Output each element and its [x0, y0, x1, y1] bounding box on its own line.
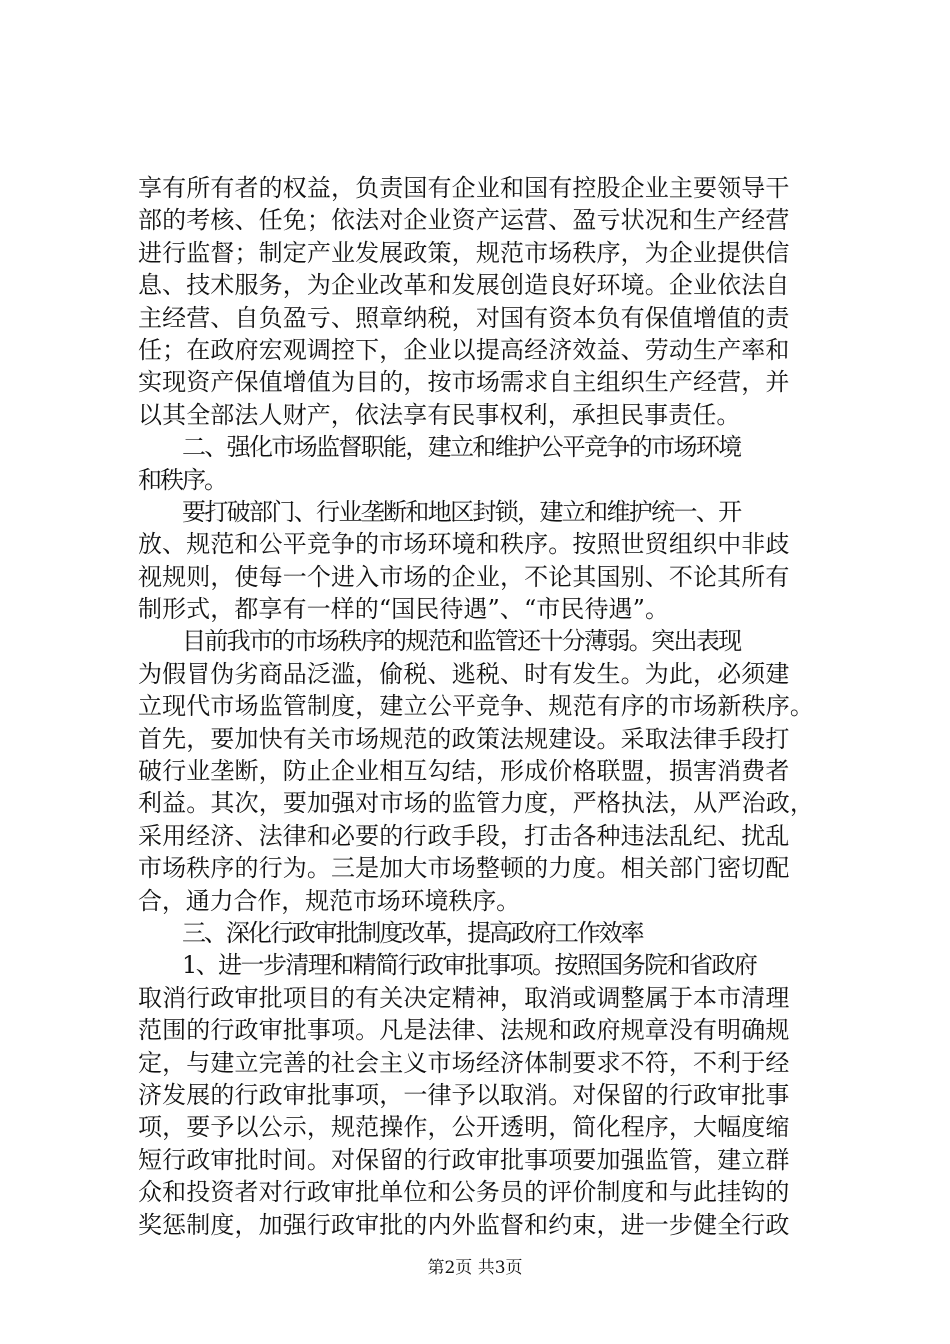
text-line: 短行政审批时间。对保留的行政审批事项要加强监管，建立群 [138, 1145, 790, 1174]
text-line: 立现代市场监管制度，建立公平竞争、规范有序的市场新秩序。 [138, 692, 814, 721]
text-line: 和秩序。 [138, 465, 226, 494]
text-line: 享有所有者的权益，负责国有企业和国有控股企业主要领导干 [138, 174, 790, 202]
page-footer: 第2页 共3页 [427, 1258, 523, 1278]
text-line: 合，通力合作，规范市场环境秩序。 [138, 886, 520, 915]
text-line: 众和投资者对行政审批单位和公务员的评价制度和与此挂钩的 [138, 1178, 790, 1207]
text-line: 息、技术服务，为企业改革和发展创造良好环境。企业依法自 [138, 271, 790, 300]
text-line: 范围的行政审批事项。凡是法律、法规和政府规章没有明确规 [138, 1016, 790, 1045]
text-line: 济发展的行政审批事项，一律予以取消。对保留的行政审批事 [138, 1080, 790, 1109]
text-line: 视规则，使每一个进入市场的企业，不论其国别、不论其所有 [138, 562, 790, 591]
text-line: 项，要予以公示，规范操作，公开透明，简化程序，大幅度缩 [138, 1113, 790, 1142]
text-line: 为假冒伪劣商品泛滥，偷税、逃税、时有发生。为此，必须建 [138, 659, 790, 688]
text-line: 首先，要加快有关市场规范的政策法规建设。采取法律手段打 [138, 724, 790, 753]
text-line: 要打破部门、行业垄断和地区封锁，建立和维护统一、开 [182, 497, 741, 526]
text-line: 二、强化市场监督职能，建立和维护公平竞争的市场环境 [182, 433, 741, 462]
text-line: 目前我市的市场秩序的规范和监管还十分薄弱。突出表现 [182, 627, 741, 656]
text-line: 进行监督；制定产业发展政策，规范市场秩序，为企业提供信 [138, 238, 790, 267]
text-line: 破行业垄断，防止企业相互勾结，形成价格联盟，损害消费者 [138, 757, 790, 786]
text-line: 放、规范和公平竞争的市场环境和秩序。按照世贸组织中非歧 [138, 530, 790, 559]
text-line: 1、进一步清理和精简行政审批事项。按照国务院和省政府 [182, 951, 757, 980]
text-line: 采用经济、法律和必要的行政手段，打击各种违法乱纪、扰乱 [138, 821, 790, 850]
text-line: 主经营、自负盈亏、照章纳税，对国有资本负有保值增值的责 [138, 303, 790, 332]
text-line: 定，与建立完善的社会主义市场经济体制要求不符，不利于经 [138, 1048, 790, 1077]
text-line: 三、深化行政审批制度改革，提高政府工作效率 [182, 918, 643, 947]
text-line: 利益。其次，要加强对市场的监管力度，严格执法，从严治政， [138, 789, 814, 818]
document-body [138, 172, 838, 1241]
text-line: 奖惩制度，加强行政审批的内外监督和约束，进一步健全行政 [138, 1210, 790, 1239]
text-line: 取消行政审批项目的有关决定精神，取消或调整属于本市清理 [138, 983, 790, 1012]
text-line: 部的考核、任免；依法对企业资产运营、盈亏状况和生产经营 [138, 206, 790, 235]
text-line: 市场秩序的行为。三是加大市场整顿的力度。相关部门密切配 [138, 854, 790, 883]
text-line: 以其全部法人财产，依法享有民事权利，承担民事责任。 [138, 400, 741, 429]
text-line: 任；在政府宏观调控下，企业以提高经济效益、劳动生产率和 [138, 335, 790, 364]
text-line: 制形式，都享有一样的“国民待遇”、“市民待遇”。 [138, 595, 670, 624]
text-line: 实现资产保值增值为目的，按市场需求自主组织生产经营，并 [138, 368, 790, 397]
